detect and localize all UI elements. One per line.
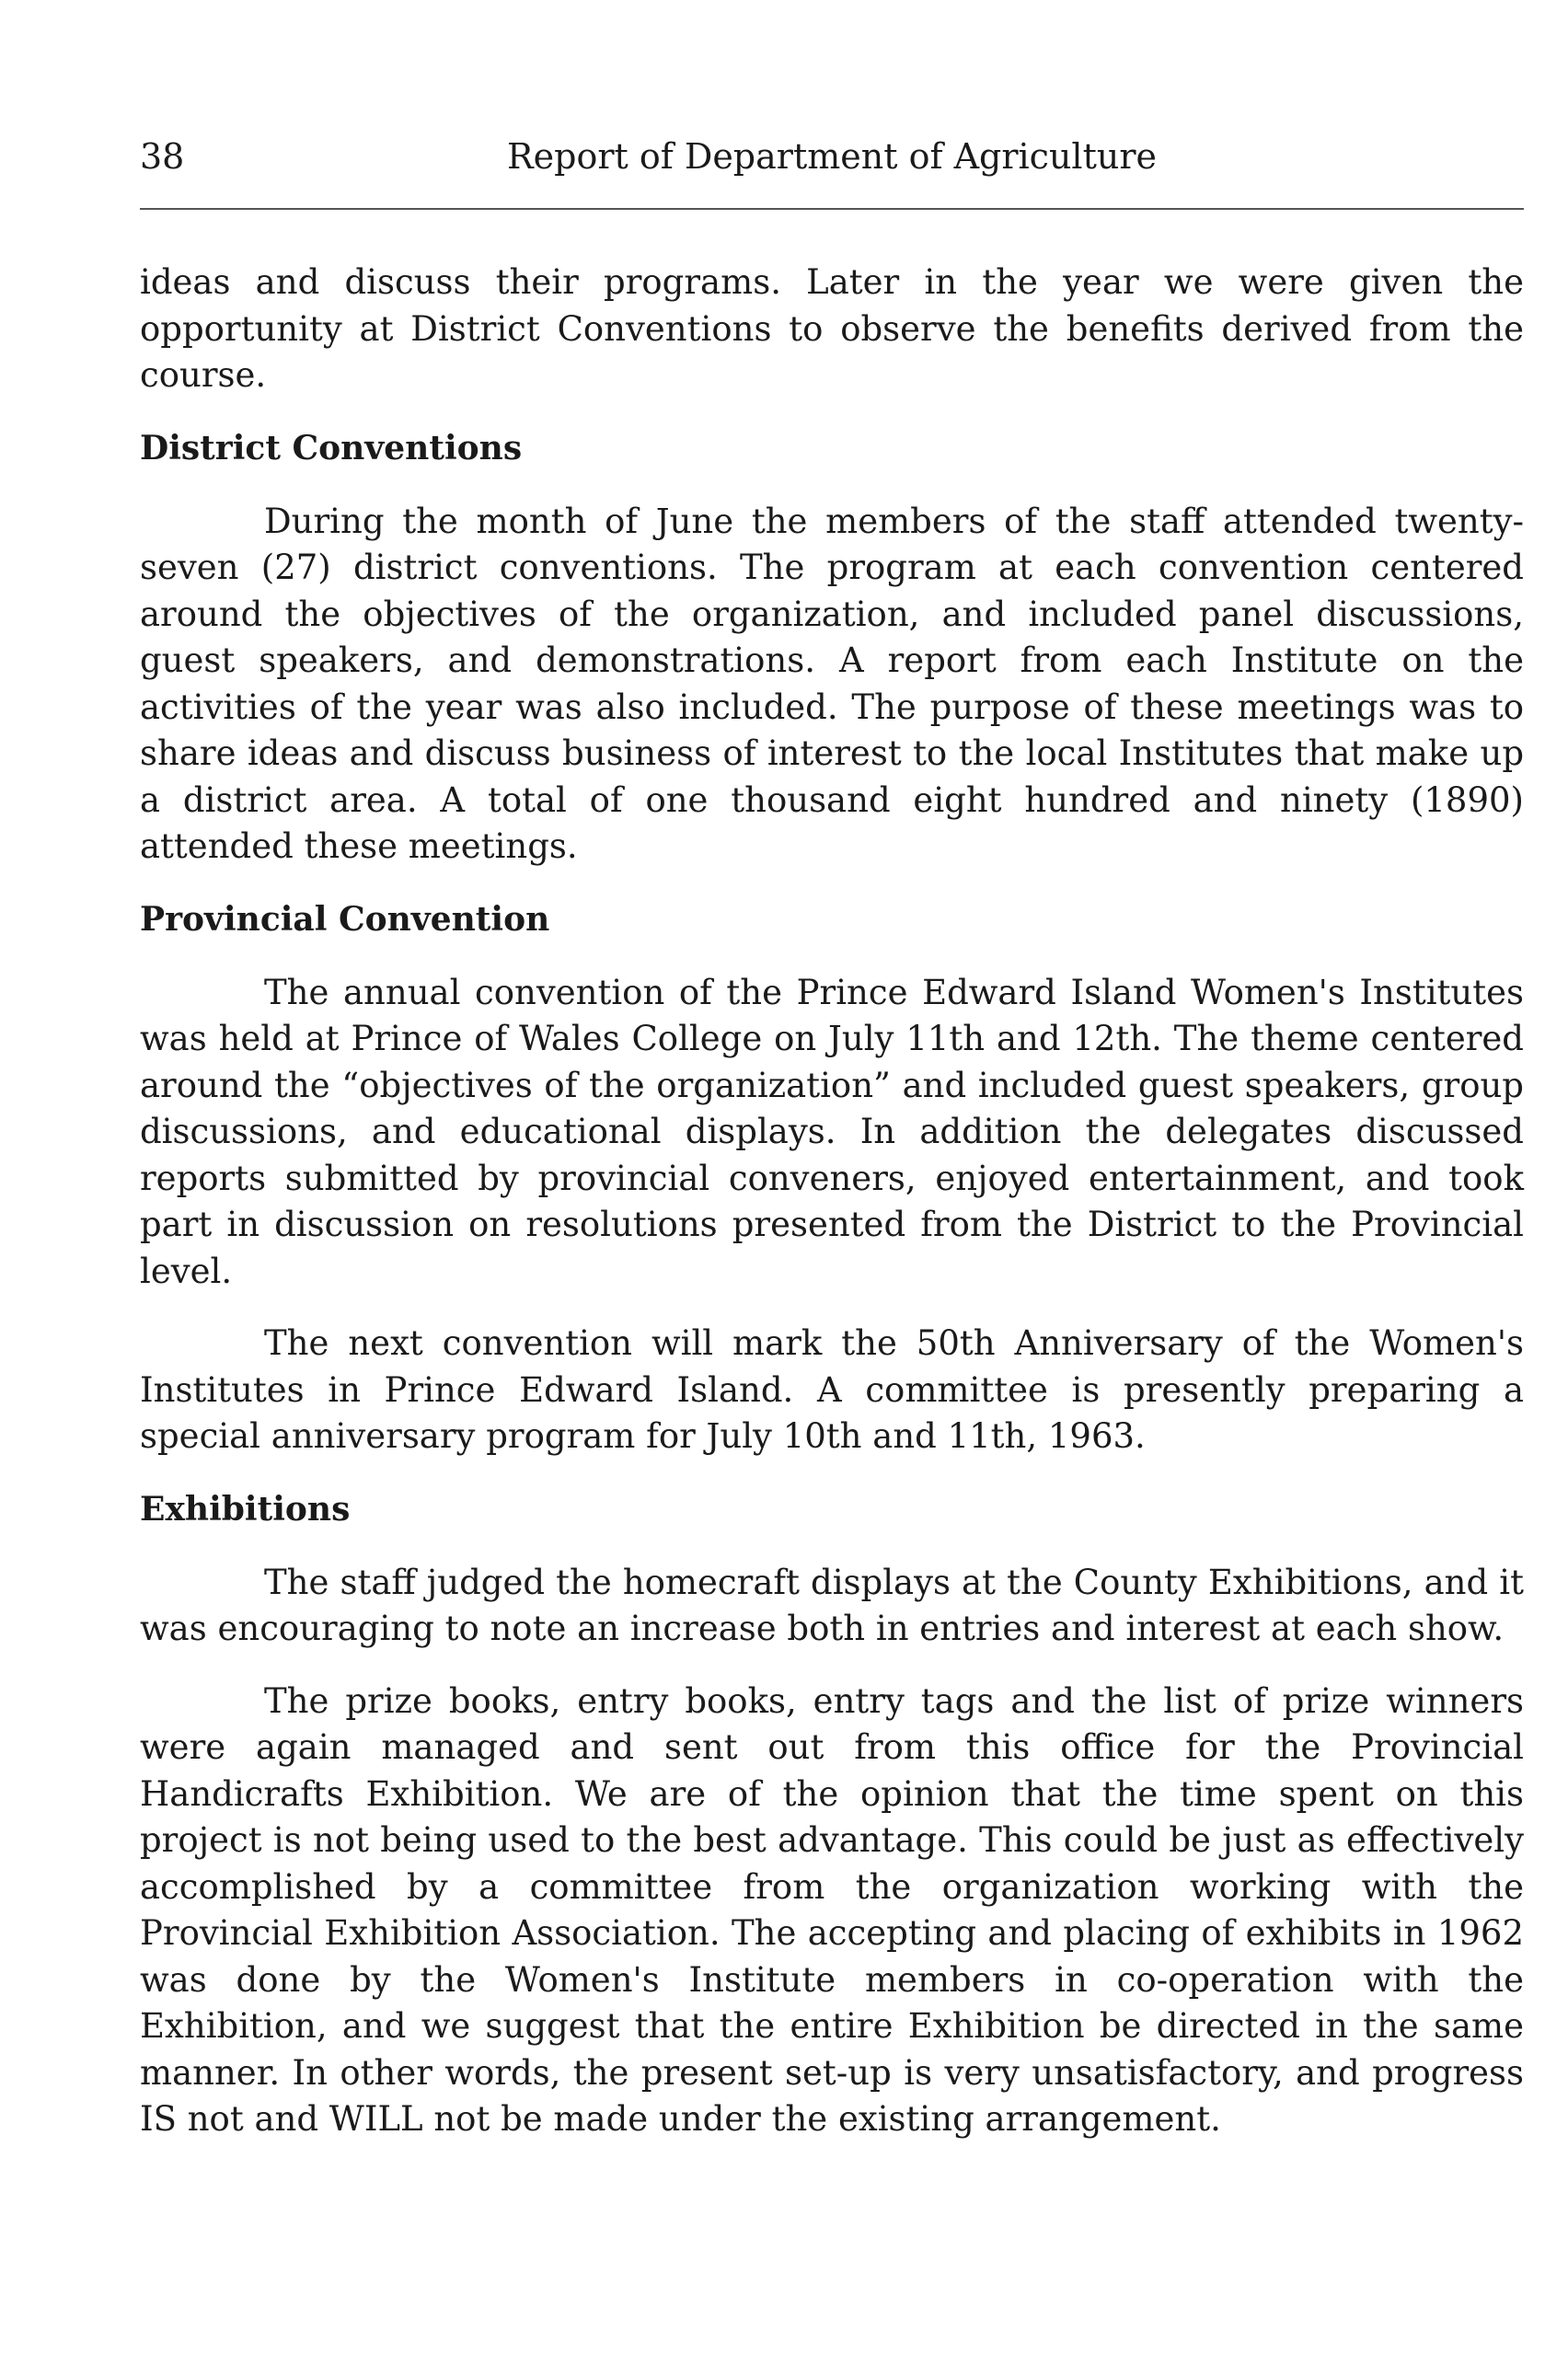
exhibitions-paragraph-1: The staff judged the homecraft displays at the County Exhibitions, and it was encouraging to note an increase both in entries and interest at each show. xyxy=(140,1562,1524,1648)
running-title: Report of Department of Agriculture xyxy=(507,136,1157,177)
running-header xyxy=(140,110,1524,202)
page-number: 38 xyxy=(140,136,185,177)
section-heading-provincial-convention: Provincial Convention xyxy=(140,899,550,939)
intro-paragraph: ideas and discuss their programs. Later in the year we were given the opportunity at District Conventions to observe the benefits derived from the course. xyxy=(140,262,1524,395)
provincial-convention-paragraph-1: The annual convention of the Prince Edward Island Women's Institutes was held at Prince of Wales College on July 11th and 12th. The theme centered around the “objectives of the organization” and included guest speakers, group discussions, and educational displays. In addition the delegates discussed reports submitted by provincial conveners, enjoyed entertainment, and took part in discussion on resolutions presented from the District to the Provincial level. xyxy=(140,972,1524,1291)
district-conventions-paragraph: During the month of June the members of the staff attended twenty-seven (27) district conventions. The program at each convention centered around the objectives of the organization, and included panel discussions, guest speakers, and demonstrations. A report from each Institute on the activities of the year was also included. The purpose of these meetings was to share ideas and discuss business of interest to the local Institutes that make up a district area. A total of one thousand eight hundred and ninety (1890) attended these meetings. xyxy=(140,501,1524,866)
section-heading-exhibitions: Exhibitions xyxy=(140,1489,351,1529)
section-heading-district-conventions: District Conventions xyxy=(140,428,523,467)
document-page xyxy=(140,110,1524,2143)
exhibitions-paragraph-2: The prize books, entry books, entry tags and the list of prize winners were again managed and sent out from this office for the Provincial Handicrafts Exhibition. We are of the opinion that the time spent on this project is not being used to the best advantage. This could be just as effectively accomplished by a committee from the organization working with the Provincial Exhibition Association. The accepting and placing of exhibits in 1962 was done by the Women's Institute members in co-operation with the Exhibition, and we suggest that the entire Exhibition be directed in the same manner. In other words, the present set-up is very unsatisfactory, and progress IS not and WILL not be made under the existing arrangement. xyxy=(140,1680,1524,2139)
header-divider xyxy=(140,208,1524,210)
provincial-convention-paragraph-2: The next convention will mark the 50th Anniversary of the Women's Institutes in Prince Edward Island. A committee is presently preparing a special anniversary program for July 10th and 11th, 1963. xyxy=(140,1323,1524,1456)
